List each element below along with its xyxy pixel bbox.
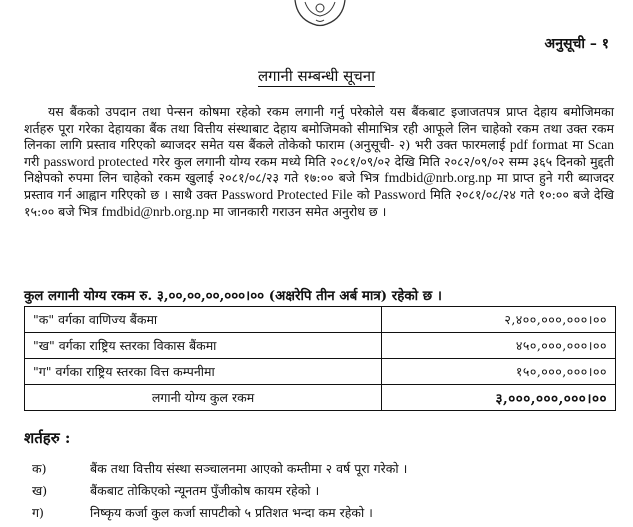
category-cell: "क" वर्गका वाणिज्य बैंकमा xyxy=(25,307,382,333)
conditions-heading: शर्तहरु : xyxy=(24,429,71,447)
amount-cell: ४५०,०००,०००।०० xyxy=(382,333,616,359)
scan-text: Scan xyxy=(587,137,614,153)
email-link-2: fmdbid@nrb.org.np xyxy=(101,203,209,219)
list-item-text: बैंकबाट तोकिएको न्यूनतम पुँजीकोष कायम रहेको । xyxy=(90,483,320,498)
list-item xyxy=(24,480,624,502)
list-item-number: क) xyxy=(32,461,47,476)
email-link-1: fmdbid@nrb.org.np xyxy=(384,170,492,186)
pdf-format-text: pdf format xyxy=(509,137,568,153)
category-cell: "ग" वर्गका राष्ट्रिय स्तरका वित्त कम्पनीमा xyxy=(25,359,382,385)
table-row xyxy=(25,359,616,385)
table-row xyxy=(25,333,616,359)
list-item-text: निष्कृय कर्जा कुल कर्जा सापटीको ५ प्रतिशत भन्दा कम रहेको । xyxy=(90,505,373,520)
notice-paragraph: यस बैंकको उपदान तथा पेन्सन कोषमा रहेको रकम लगानी गर्नु परेकोले यस बैंकबाट इजाजतपत्र प्राप्त देहाय बमोजिमका शर्तहरु पूरा गरेका देहायका बैंक तथा वित्तीय संस्थाबाट देहाय बमोजिमको सीमाभित्र रही आफूले लिन चाहेको रकम तथा उक्त रकम लिनका लागि प्रस्ताव गरिएको ब्याजदर समेत यस बैंकले तोकेको फाराम (अनुसूची- २) भरी उक्त फारमलाई pdf format मा Scan गरी password protected गरेर कुल लगानी योग्य रकम मध्ये मिति २०८१/०९/०२ देखि मिति २०८२/०९/०२ सम्म ३६५ दिनको मुद्दती निक्षेपको रुपमा लिन चाहेको रकम खुलाई २०८१/०८/२३ गते १७:०० बजे भित्र fmdbid@nrb.org.np मा प्राप्त हुने गरी ब्याजदर प्रस्ताव गर्न आह्वान गरिएको छ । साथै उक्त Password Protected File को Password मिति २०८१/०८/२४ गते १०:०० बजे देखि १५:०० बजे भित्र fmdbid@nrb.org.np मा जानकारी गराउन समेत अनुरोध छ । xyxy=(24,104,615,219)
password-text: Password xyxy=(374,186,426,202)
conditions-list xyxy=(24,458,624,524)
list-item-text: बैंक तथा वित्तीय संस्था सञ्चालनमा आएको कम्तीमा २ वर्ष पूरा गरेको । xyxy=(90,461,408,476)
total-investable-amount: कुल लगानी योग्य रकम रु. ३,००,००,००,०००।०० (अक्षरेपि तीन अर्ब मात्र) रहेको छ । xyxy=(24,288,442,304)
category-cell: "ख" वर्गका राष्ट्रिय स्तरका विकास बैंकमा xyxy=(25,333,382,359)
notice-title: लगानी सम्बन्धी सूचना xyxy=(258,67,375,85)
emblem-logo xyxy=(275,0,365,28)
total-label-cell: लगानी योग्य कुल रकम xyxy=(25,385,382,411)
table-total-row xyxy=(25,385,616,411)
total-amount-cell: ३,०००,०००,०००।०० xyxy=(382,385,616,411)
list-item-number: ग) xyxy=(32,505,44,520)
password-protected-file-text: Password Protected File xyxy=(221,186,353,202)
list-item xyxy=(24,458,624,480)
amount-cell: १५०,०००,०००।०० xyxy=(382,359,616,385)
table-row xyxy=(25,307,616,333)
annex-label: अनुसूची – १ xyxy=(544,36,609,52)
amount-cell: २,४००,०००,०००।०० xyxy=(382,307,616,333)
allocation-table xyxy=(24,306,616,411)
list-item xyxy=(24,502,624,524)
password-protected-text: password protected xyxy=(43,153,149,169)
list-item-number: ख) xyxy=(32,483,48,498)
